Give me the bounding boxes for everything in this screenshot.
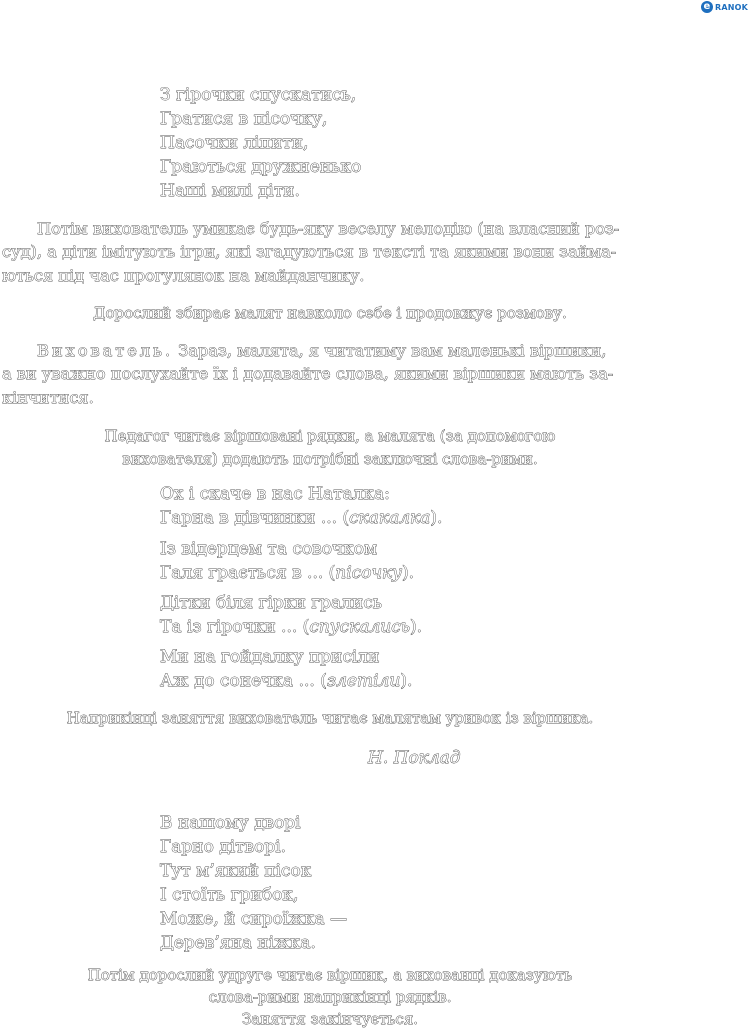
closing-line: слова-рими наприкінці рядків.: [208, 988, 452, 1006]
poem-2-line: І стоїть грибок,: [160, 885, 299, 905]
poem-1-line: Гратися в пісочку,: [160, 109, 328, 129]
rhyme-line: Гарна в дівчинки ... (скакалка).: [160, 508, 443, 528]
rhyme-answer: злетіли: [326, 671, 401, 691]
rhyme-line: Ох і скаче в нас Наталка:: [160, 484, 390, 504]
paragraph-line: а ви уважно послухайте їх і додавайте слова, якими віршики мають за-: [2, 364, 614, 383]
rhyme-line: Аж до сонечка ... (злетіли).: [160, 671, 413, 691]
rhyme-answer: пісочку: [335, 563, 403, 583]
rhyme-line: Ми на гойдалку присіли: [160, 647, 380, 667]
stage-direction-3: Наприкінці заняття вихователь читає малятам уривок із віршика.: [66, 709, 594, 727]
poem-2-line: Гарно дітворі.: [160, 837, 287, 857]
paragraph-line: суд), а діти імітують ігри, які згадуються в тексті та якими вони займа-: [2, 242, 617, 261]
rhyme-line: Із відерцем та совочком: [160, 539, 378, 559]
rhyme-line: Галя грається в ... (пісочку).: [160, 563, 415, 583]
poem-1-line: Наші милі діти.: [160, 181, 300, 201]
closing-line: Потім дорослий удруге читає віршик, а вихованці доказують: [87, 966, 573, 984]
poem-2-line: Тут м’який пісок: [160, 861, 312, 881]
author-name: Н. Поклад: [368, 748, 461, 768]
logo-brand: RANOK: [714, 2, 748, 12]
stage-direction-line: Педагог читає віршовані рядки, а малята (за допомогою: [104, 427, 556, 445]
speaker-label: Вихователь.: [37, 341, 174, 360]
poem-1-line: Пасочки ліпити,: [160, 133, 309, 153]
paragraph-line: [37, 339, 606, 363]
logo-mark: e: [701, 1, 713, 13]
stage-direction-1: Дорослий збирає малят навколо себе і продовжує розмову.: [93, 304, 567, 322]
rhyme-line: Та із гірочки ... (спускались).: [160, 617, 423, 637]
paragraph-line: Потім вихователь умикає будь-яку веселу мелодію (на власний роз-: [37, 219, 620, 238]
paragraph-line: ються під час прогулянок на майданчику.: [2, 266, 365, 285]
poem-1-line: Граються дружненько: [160, 157, 362, 177]
poem-2-line: В нашому дворі: [160, 813, 301, 833]
poem-2-line: Дерев’яна ніжка.: [160, 933, 316, 953]
poem-2-line: Може, й сироїжка —: [160, 909, 348, 929]
stage-direction-line: вихователя) додають потрібні заключні слова-рими.: [122, 450, 538, 468]
speaker-text: Зараз, малята, я читатиму вам маленькі віршики,: [173, 341, 607, 360]
closing-line: Заняття закінчується.: [241, 1010, 419, 1028]
rhyme-line: Дітки біля гірки грались: [160, 593, 383, 613]
publisher-logo: [701, 0, 748, 14]
rhyme-answer: спускались: [309, 617, 411, 637]
paragraph-line: кінчитися.: [2, 388, 94, 407]
poem-1-line: З гірочки спускатись,: [160, 85, 357, 105]
rhyme-answer: скакалка: [349, 508, 431, 528]
